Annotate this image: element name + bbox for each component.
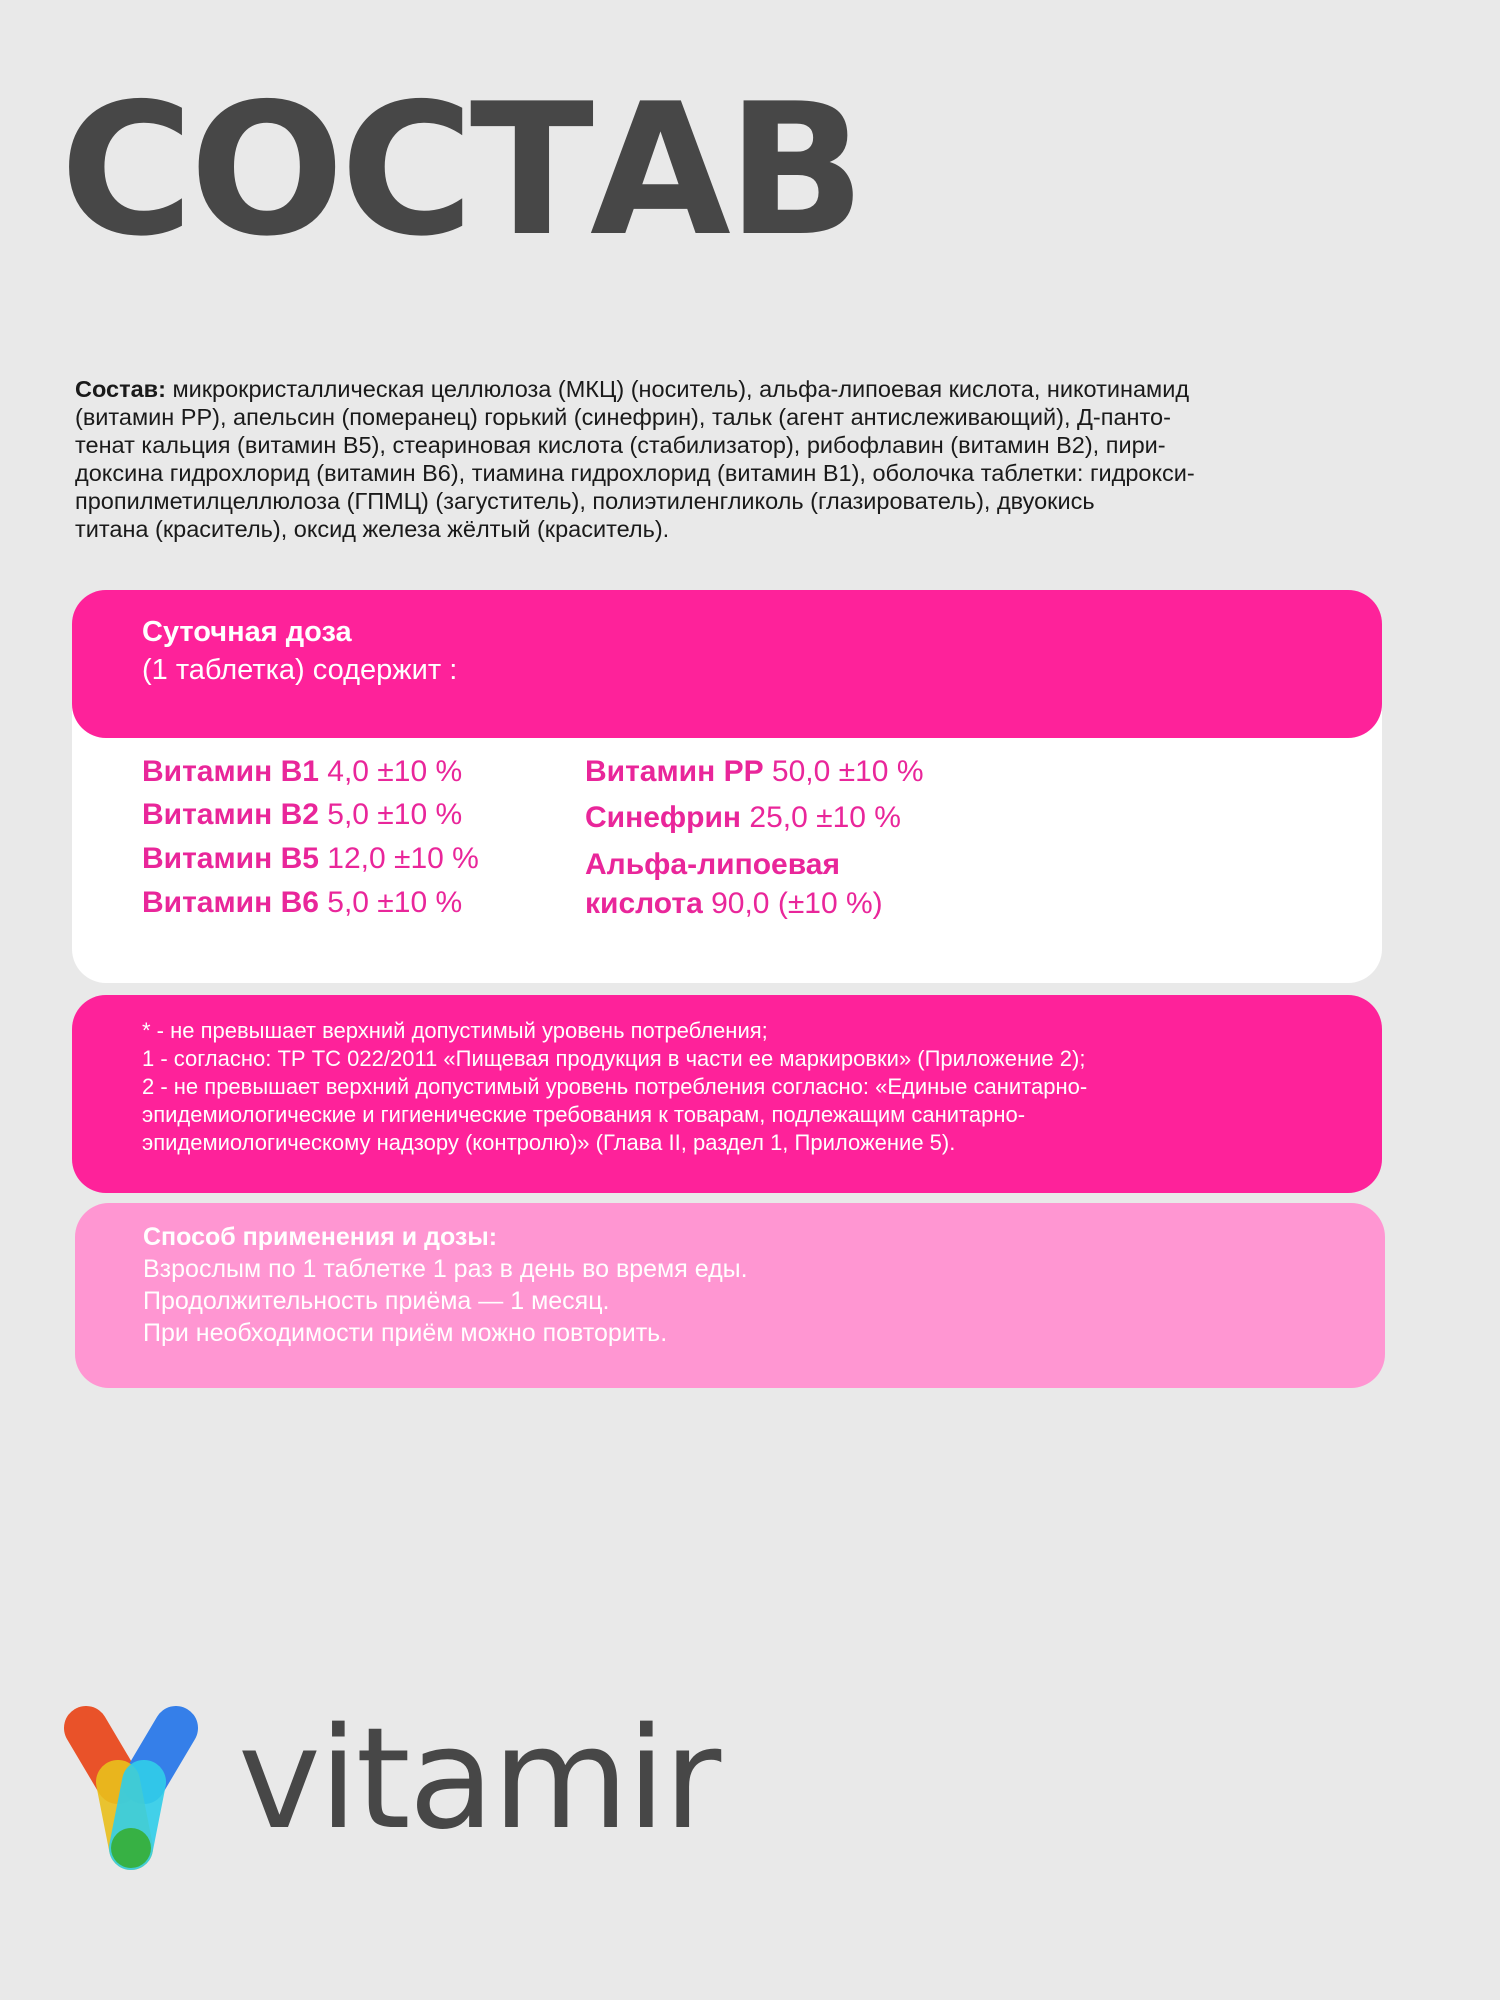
daily-dose-subheading: (1 таблетка) содержит :	[142, 654, 458, 686]
nutrient-alpha-lipoic-acid-value: кислота 90,0 (±10 %)	[585, 887, 883, 920]
brand-wordmark: vitamir	[238, 1698, 720, 1861]
composition-label: Состав:	[75, 376, 166, 402]
nutrient-vitamin-b5: Витамин В5 12,0 ±10 %	[142, 842, 479, 875]
composition-line: тенат кальция (витамин В5), стеариновая кислота (стабилизатор), рибофлавин (витамин В2), пири-	[75, 432, 1166, 458]
footnotes	[142, 1017, 1087, 1157]
daily-dose-heading: Суточная доза	[142, 616, 352, 648]
footnote-line: 1 - согласно: ТР ТС 022/2011 «Пищевая продукция в части ее маркировки» (Приложение 2);	[142, 1046, 1086, 1071]
composition-line: доксина гидрохлорид (витамин В6), тиамина гидрохлорид (витамин В1), оболочка таблетки: гидрокси-	[75, 460, 1195, 486]
footnotes-card	[72, 995, 1382, 1193]
composition-line: (витамин PP), апельсин (померанец) горький (синефрин), тальк (агент антислеживающий), Д-панто-	[75, 404, 1171, 430]
nutrient-vitamin-b6: Витамин В6 5,0 ±10 %	[142, 886, 463, 919]
usage-line: При необходимости приём можно повторить.	[143, 1319, 668, 1347]
footnote-line: 2 - не превышает верхний допустимый уровень потребления согласно: «Единые санитарно-	[142, 1074, 1088, 1099]
composition-text	[75, 375, 1375, 543]
footnote-line: * - не превышает верхний допустимый уровень потребления;	[142, 1018, 768, 1043]
footnote-line: эпидемиологическому надзору (контролю)» (Глава II, раздел 1, Приложение 5).	[142, 1130, 956, 1155]
nutrient-vitamin-b1: Витамин В1 4,0 ±10 %	[142, 755, 463, 788]
usage-line: Взрослым по 1 таблетке 1 раз в день во время еды.	[143, 1255, 748, 1283]
nutrient-vitamin-pp: Витамин РР 50,0 ±10 %	[585, 755, 924, 788]
nutrient-alpha-lipoic-acid: Альфа-липоевая	[585, 848, 840, 881]
daily-dose-header	[72, 590, 1382, 738]
composition-line: микрокристаллическая целлюлоза (МКЦ) (носитель), альфа-липоевая кислота, никотинамид	[165, 376, 1190, 402]
footnote-line: эпидемиологические и гигиенические требования к товарам, подлежащим санитарно-	[142, 1102, 1026, 1127]
vitamir-logo-icon	[58, 1700, 208, 1880]
usage-heading: Способ применения и дозы:	[143, 1223, 498, 1251]
usage-line: Продолжительность приёма — 1 месяц.	[143, 1287, 610, 1315]
usage-card	[75, 1203, 1385, 1388]
nutrient-vitamin-b2: Витамин В2 5,0 ±10 %	[142, 798, 463, 831]
page-title: СОСТАВ	[60, 64, 862, 276]
composition-line: титана (краситель), оксид железа жёлтый (краситель).	[75, 516, 670, 542]
composition-line: пропилметилцеллюлоза (ГПМЦ) (загуститель), полиэтиленгликоль (глазирователь), двуокись	[75, 488, 1095, 514]
nutrient-synephrine: Синефрин 25,0 ±10 %	[585, 801, 901, 834]
